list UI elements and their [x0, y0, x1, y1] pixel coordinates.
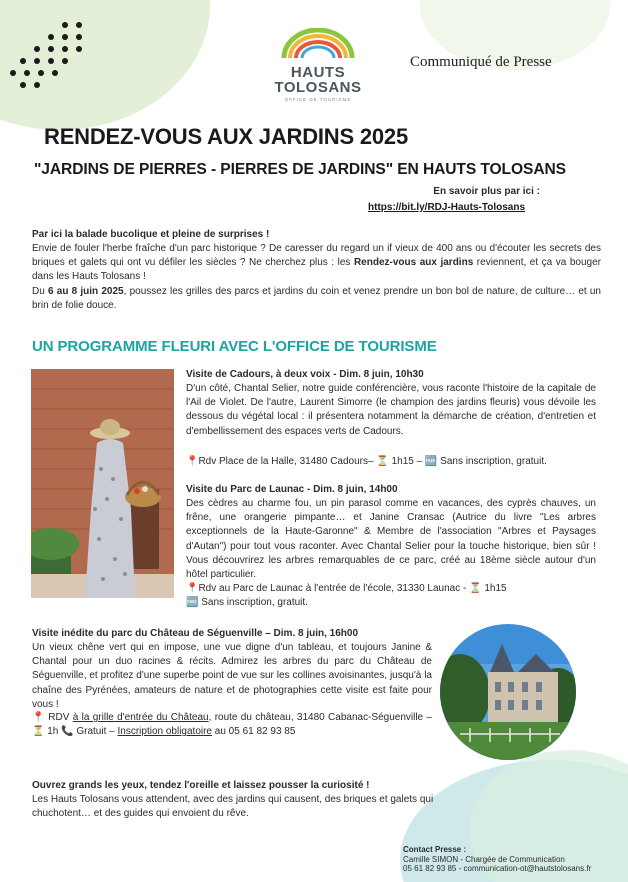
intro-heading: Par ici la balade bucolique et pleine de surprises !: [32, 229, 270, 240]
event-3-info: [32, 711, 432, 739]
page-subtitle: "JARDINS DE PIERRES - PIERRES DE JARDINS" EN HAUTS TOLOSANS: [34, 161, 566, 178]
garden-visitor-illustration: [31, 369, 174, 598]
intro-text-end: reviennent, et ça va bouger dans les Hauts Tolosans !: [32, 257, 601, 283]
event-2-title: Visite du Parc de Launac - Dim. 8 juin, 14h00: [186, 484, 398, 495]
logo-text-line1: HAUTS: [290, 64, 346, 81]
event-3-info-prefix: 📍 RDV: [32, 712, 70, 723]
event-1-title: Visite de Cadours, à deux voix - Dim. 8 juin, 10h30: [186, 369, 424, 380]
closing-text: Les Hauts Tolosans vous attendent, avec des jardins qui causent, des briques et galets qui chuchotent… et des guides qui envoient du rêve.: [32, 794, 434, 820]
registration-link[interactable]: Inscription obligatoire: [117, 726, 212, 738]
more-info-label: En savoir plus par ici :: [433, 186, 540, 197]
intro-dates: 6 au 8 juin 2025: [48, 286, 124, 297]
press-contact-details: 05 61 82 93 85 - communication-ot@hautstolosans.fr: [403, 864, 592, 873]
intro-paragraph-1: [32, 242, 601, 285]
intro-dates-text: , poussez les grilles des parcs et jardins du coin et venez prendre un bon bol de nature, de culture… et un brin de folie douce.: [32, 286, 601, 312]
event-2-info-location: 📍Rdv au Parc de Launac à l'entrée de l'école, 31330 Launac - ⏳ 1h15: [186, 583, 507, 594]
more-info-link[interactable]: https://bit.ly/RDJ-Hauts-Tolosans: [368, 202, 526, 213]
page-title: RENDEZ-VOUS AUX JARDINS 2025: [44, 124, 409, 149]
press-contact-name: Camille SIMON - Chargée de Communication: [403, 854, 565, 864]
hauts-tolosans-logo: [270, 28, 366, 102]
intro-dates-prefix: Du: [32, 286, 45, 297]
logo-tagline: OFFICE DE TOURISME: [284, 97, 352, 102]
intro-text: Envie de fouler l'herbe fraîche d'un parc historique ? De caresser du regard un if vieux de 400 ans ou d'écouter les secrets des briques et galets qui ont vu défiler les siècles ? Ne cherchez plus : les: [32, 243, 601, 269]
chateau-illustration: [440, 624, 576, 760]
press-contact: [403, 845, 591, 874]
event-3-title: Visite inédite du parc du Château de Séguenville – Dim. 8 juin, 16h00: [32, 628, 359, 639]
logo-text-line2: TOLOSANS: [274, 79, 362, 96]
chateau-photo: [440, 624, 576, 760]
event-1-description: D'un côté, Chantal Selier, notre guide conférencière, vous raconte l'histoire de la capitale de l'Ail de Violet. De l'autre, Laurent Simorre (le champion des jardins fleuris) vous dévoile les dessous du végétal local : il présentera notamment la démarche de création, d'entretien et d'embellissement des espaces verts de Cadours.: [186, 383, 596, 437]
event-2-info-price: 🆓 Sans inscription, gratuit.: [186, 597, 308, 608]
intro-bold-text: Rendez-vous aux jardins: [353, 257, 474, 269]
event-3-info-middle: , route du château, 31480 Cabanac-Séguenville – ⏳ 1h 📞 Gratuit –: [32, 712, 433, 738]
event-2-description: Des cèdres au charme fou, un pin parasol comme en vacances, des cyprès chauves, un frêne, une orangerie pimpante… et Janine Cransac (Autrice du livre "Les arbres exceptionnels de la Haute-Garonne" & Membre de l'association "Arbres et Paysages d'Autan") pour tout vous raconter. Avec Chantal Selier pour la touche historique, bien sûr ! Vous découvrirez les arbres remarquables de ce parc, créé au 18ème siècle autour d'un hôtel particulier.: [186, 498, 596, 581]
press-release-label: Communiqué de Presse: [410, 54, 552, 70]
decorative-dots: [10, 22, 90, 92]
garden-visitor-photo: [31, 369, 174, 598]
closing-heading: Ouvrez grands les yeux, tendez l'oreille et laissez pousser la curiosité !: [32, 780, 370, 791]
intro-paragraph-2: [32, 285, 601, 313]
event-1-info: 📍Rdv Place de la Halle, 31480 Cadours– ⏳ 1h15 – 🆓 Sans inscription, gratuit.: [186, 456, 547, 467]
press-contact-label: Contact Presse :: [403, 845, 467, 854]
event-3-info-phone: au 05 61 82 93 85: [214, 726, 296, 738]
logo-rainbow-icon: [278, 28, 358, 60]
event-3-description: Un vieux chêne vert qui en impose, une vue digne d'un tableau, et toujours Janine & Chantal pour un duo racines & récits. Admirez les arbres du parc du Château de Séguenville, et profitez d'une superbe point de vue sur les collines avoisinantes, jusqu'à la chaîne des Pyrénées, amateurs de nature et de photographies cette visite est faite pour vous !: [32, 642, 432, 710]
chateau-entrance-link[interactable]: à la grille d'entrée du Château: [72, 712, 209, 723]
section-title: UN PROGRAMME FLEURI AVEC L'OFFICE DE TOURISME: [32, 338, 437, 355]
